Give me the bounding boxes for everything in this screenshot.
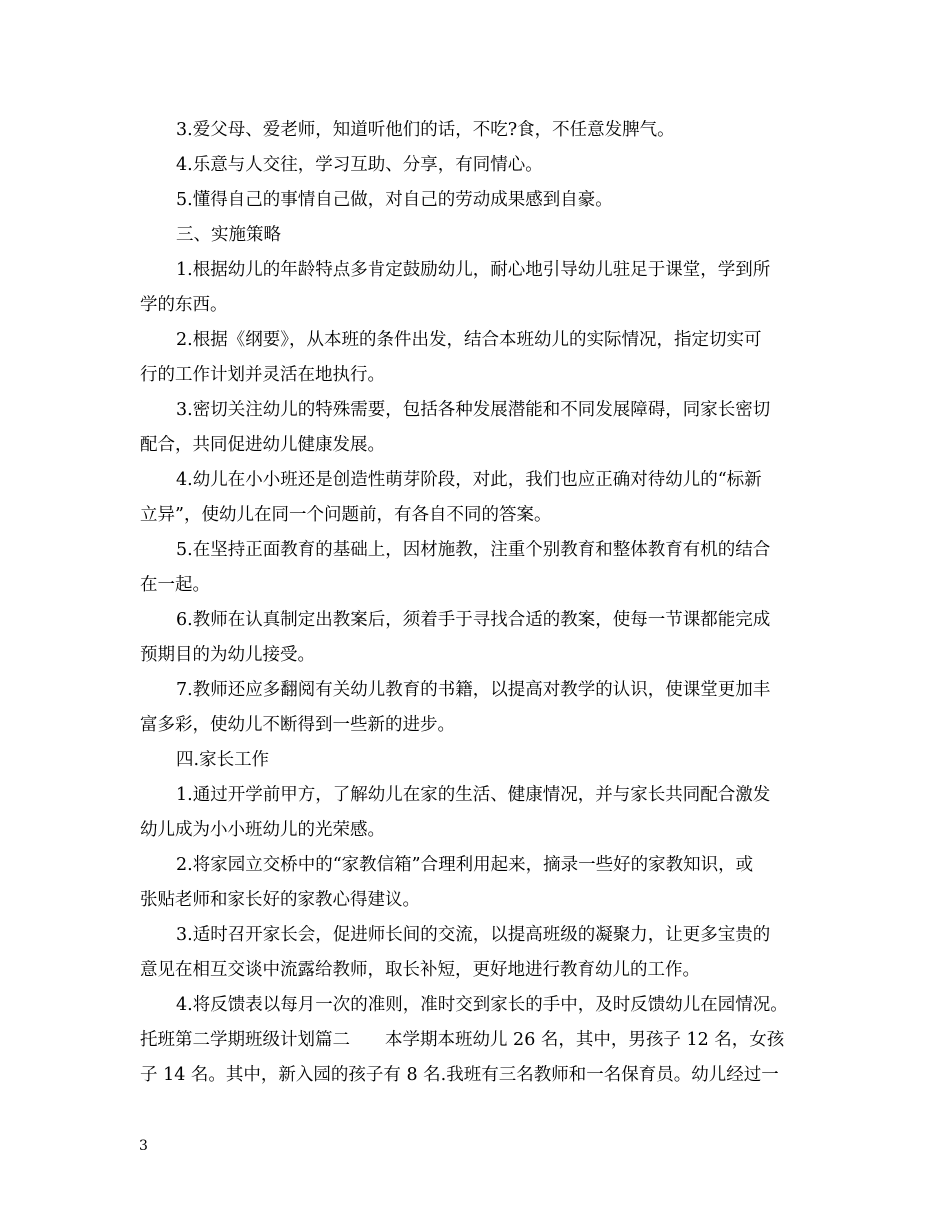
- paragraph-line: 1.根据幼儿的年龄特点多肯定鼓励幼儿，耐心地引导幼儿驻足于课堂，学到所: [176, 260, 771, 280]
- paragraph-line: 5.懂得自己的事情自己做，对自己的劳动成果感到自豪。: [176, 190, 613, 210]
- paragraph-line: 2.根据《纲要》，从本班的条件出发，结合本班幼儿的实际情况，指定切实可: [176, 330, 762, 350]
- paragraph-line: 3.适时召开家长会，促进师长间的交流，以提高班级的凝聚力，让更多宝贵的: [176, 925, 771, 945]
- paragraph-line: 子 14 名。其中，新入园的孩子有 8 名.我班有三名教师和一名保育员。幼儿经过一: [140, 1065, 779, 1085]
- paragraph-line: 2.将家园立交桥中的“家教信箱”合理利用起来，摘录一些好的家教知识，或: [176, 855, 754, 875]
- paragraph-line: 7.教师还应多翻阅有关幼儿教育的书籍，以提高对教学的认识，使课堂更加丰: [176, 680, 771, 700]
- paragraph-line: 配合，共同促进幼儿健康发展。: [140, 435, 385, 455]
- paragraph-line: 意见在相互交谈中流露给教师，取长补短，更好地进行教育幼儿的工作。: [140, 960, 700, 980]
- paragraph-line: 6.教师在认真制定出教案后，须着手于寻找合适的教案，使每一节课都能完成: [176, 610, 771, 630]
- paragraph-line: 立异”，使幼儿在同一个问题前，有各自不同的答案。: [140, 505, 552, 525]
- paragraph-line: 在一起。: [140, 575, 210, 595]
- paragraph-line: 4.幼儿在小小班还是创造性萌芽阶段，对此，我们也应正确对待幼儿的“标新: [176, 470, 762, 490]
- paragraph-line: 行的工作计划并灵活在地执行。: [140, 365, 385, 385]
- paragraph-line: 预期目的为幼儿接受。: [140, 645, 315, 665]
- page-number: 3: [139, 1138, 148, 1154]
- paragraph-line: 幼儿成为小小班幼儿的光荣感。: [140, 820, 385, 840]
- paragraph-line: 托班第二学期班级计划篇二 本学期本班幼儿 26 名，其中，男孩子 12 名，女孩: [140, 1030, 785, 1050]
- paragraph-line: 4.乐意与人交往，学习互助、分享，有同情心。: [176, 155, 543, 175]
- paragraph-line: 1.通过开学前甲方，了解幼儿在家的生活、健康情况，并与家长共同配合激发: [176, 785, 771, 805]
- paragraph-line: 富多彩，使幼儿不断得到一些新的进步。: [140, 715, 455, 735]
- section-heading: 三、实施策略: [176, 225, 281, 245]
- paragraph-line: 3.密切关注幼儿的特殊需要，包括各种发展潜能和不同发展障碍，同家长密切: [176, 400, 771, 420]
- paragraph-line: 4.将反馈表以每月一次的准则，准时交到家长的手中，及时反馈幼儿在园情况。: [176, 995, 788, 1015]
- paragraph-line: 5.在坚持正面教育的基础上，因材施教，注重个别教育和整体教育有机的结合: [176, 540, 771, 560]
- section-heading: 四.家长工作: [176, 750, 270, 770]
- paragraph-line: 张贴老师和家长好的家教心得建议。: [140, 890, 420, 910]
- paragraph-line: 学的东西。: [140, 295, 228, 315]
- paragraph-line: 3.爱父母、爱老师，知道听他们的话，不吃?食，不任意发脾气。: [176, 120, 675, 140]
